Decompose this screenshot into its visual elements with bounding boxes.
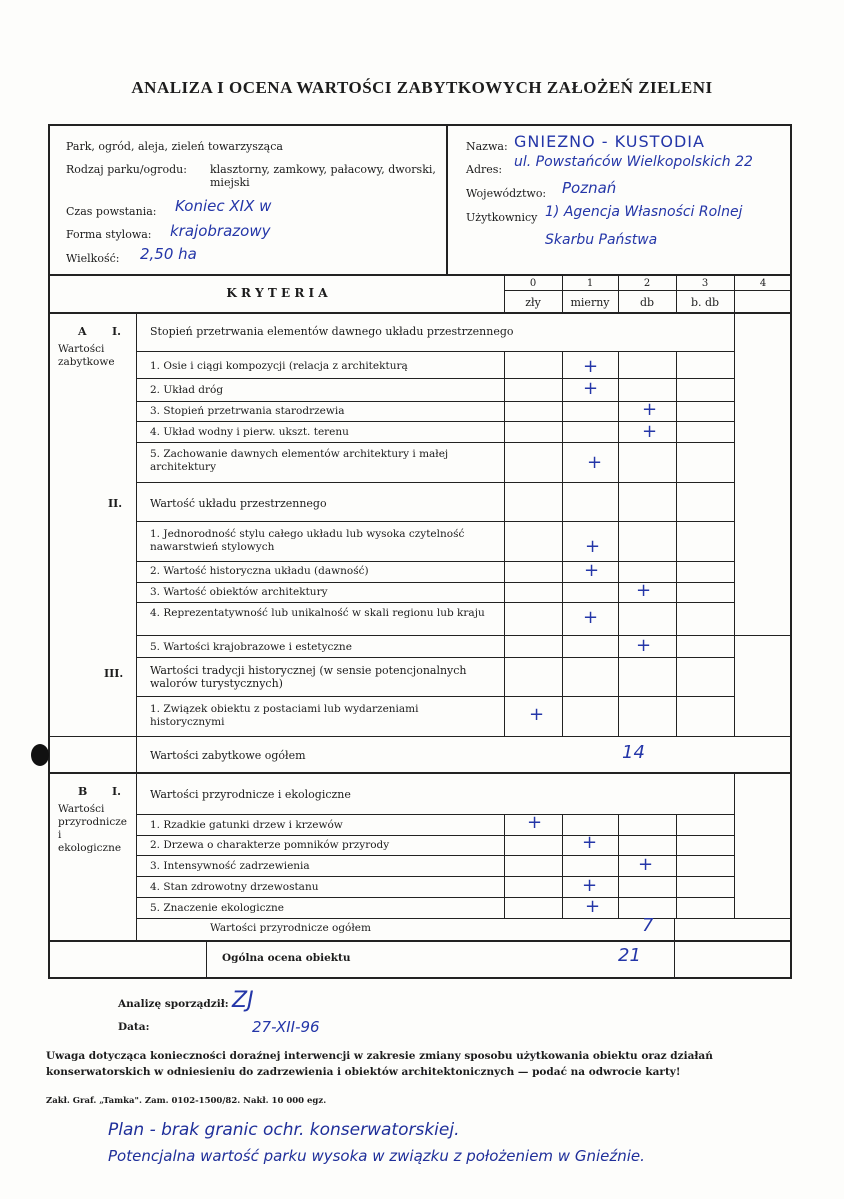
a-row-line [136, 561, 734, 562]
date-value: 27-XII-96 [252, 1018, 320, 1036]
mark-b-2: + [582, 832, 598, 853]
date-label: Data: [118, 1021, 150, 1033]
a-g2-item-4: 4. Reprezentatywność lub unikalność w skali regionu lub kraju [150, 607, 485, 619]
grid-col-b-3 [676, 814, 677, 918]
voivodeship-label: Województwo: [466, 187, 547, 200]
header-divider [446, 124, 448, 274]
a-g1-item-1: 1. Osie i ciągi kompozycji (relacja z architekturą [150, 360, 408, 372]
mark-a-g2-3: + [636, 580, 652, 601]
a-g1-item-3: 3. Stopień przetrwania starodrzewia [150, 405, 345, 417]
score-2: 2 [643, 278, 651, 289]
section-b-letter: B [78, 785, 88, 798]
printer-info: Zakł. Graf. „Tamka". Zam. 0102-1500/82. Nakł. 10 000 egz. [46, 1096, 327, 1106]
users-label: Użytkownicy [466, 211, 538, 224]
mark-a-g2-5: + [636, 635, 652, 656]
users-value-1: 1) Agencja Własności Rolnej [545, 204, 743, 220]
mark-b-4: + [582, 875, 598, 896]
b-row-line [136, 876, 734, 877]
handwritten-note-1: Plan - brak granic ochr. konserwatorskiej. [108, 1120, 460, 1140]
mark-a-g2-4: + [583, 607, 599, 628]
grid-col-a-3 [676, 351, 677, 736]
created-value: Koniec XIX w [175, 197, 272, 215]
voivodeship-value: Poznań [562, 179, 617, 197]
a-row-line [136, 482, 734, 483]
mark-b-3: + [638, 854, 654, 875]
score-name-1: mierny [570, 296, 610, 309]
b-total-value: 7 [642, 915, 654, 936]
b-row-line [136, 835, 734, 836]
b-g1-title: Wartości przyrodnicze i ekologiczne [150, 788, 351, 801]
name-label: Nazwa: [466, 140, 508, 153]
section-a-letter: A [78, 325, 87, 338]
created-label: Czas powstania: [66, 205, 157, 218]
mark-a-g1-4: + [642, 421, 658, 442]
mark-b-1: + [527, 812, 543, 833]
a-g1-title: Stopień przetrwania elementów dawnego układu przestrzennego [150, 325, 514, 338]
grid-col-a-0 [504, 351, 505, 736]
criteria-bottom-line [48, 312, 792, 314]
kind-options: klasztorny, zamkowy, pałacowy, dworski, miejski [210, 163, 436, 189]
grid-col-b-2 [618, 814, 619, 918]
section-a-roman-3: III. [104, 667, 124, 680]
b-row-line [136, 814, 734, 815]
mark-a-g1-1: + [583, 356, 599, 377]
mark-a-g2-2: + [584, 560, 600, 581]
users-value-2: Skarbu Państwa [545, 232, 658, 248]
address-value: ul. Powstańców Wielkopolskich 22 [514, 154, 753, 170]
a-g3-item-1: 1. Związek obiektu z postaciami lub wydarzeniami historycznymi [150, 703, 419, 728]
a-g1-item-2: 2. Układ dróg [150, 384, 224, 396]
overall-value: 21 [618, 945, 641, 966]
park-type-label: Park, ogród, aleja, zieleń towarzysząca [66, 140, 283, 153]
style-value: krajobrazowy [170, 222, 271, 240]
a-g1-title-line [136, 351, 734, 352]
b-total-divider [674, 918, 675, 979]
a-row-line [136, 378, 734, 379]
grid-col-b-1 [562, 814, 563, 918]
b-item-2: 2. Drzewa o charakterze pomników przyrody [150, 839, 390, 851]
mark-a-g1-5: + [587, 452, 603, 473]
section-a-roman: I. [112, 325, 121, 338]
score-0: 0 [529, 278, 537, 289]
mark-a-g3-1: + [529, 704, 545, 725]
punch-hole [31, 744, 49, 766]
handwritten-note-2: Potencjalna wartość parku wysoka w związku z położeniem w Gnieźnie. [108, 1147, 645, 1165]
score-4: 4 [759, 278, 767, 289]
score-3: 3 [701, 278, 709, 289]
grid-col-b-4 [734, 772, 735, 918]
a-g1-item-5: 5. Zachowanie dawnych elementów architektury i małej architektury [150, 448, 449, 473]
name-value: GNIEZNO - KUSTODIA [514, 132, 705, 151]
grid-col-a-1 [562, 351, 563, 736]
b-total-label: Wartości przyrodnicze ogółem [210, 922, 371, 934]
score-1: 1 [586, 278, 594, 289]
mark-a-g1-2: + [583, 378, 599, 399]
a-g3-title: Wartości tradycji historycznej (w sensie potencjonalnych walorów turystycznych) [150, 664, 467, 690]
a-total-label: Wartości zabytkowe ogółem [150, 749, 306, 762]
a-row-line [136, 696, 734, 697]
b-item-4: 4. Stan zdrowotny drzewostanu [150, 881, 319, 893]
header-bottom-line [48, 274, 792, 276]
overall-label: Ogólna ocena obiektu [222, 952, 351, 964]
signature: ZJ [232, 988, 254, 1013]
b-row-line [136, 897, 734, 898]
a-g1-item-4: 4. Układ wodny i pierw. ukszt. terenu [150, 426, 349, 438]
mark-a-g2-1: + [585, 536, 601, 557]
score-name-0: zły [525, 296, 541, 309]
mark-a-g1-3: + [642, 399, 658, 420]
kind-label: Rodzaj parku/ogrodu: [66, 163, 187, 176]
section-b-roman: I. [112, 785, 121, 798]
a-row-line [136, 602, 734, 603]
score-name-2: db [639, 296, 655, 309]
section-a-bottom-line [48, 772, 792, 774]
a-row-line [136, 657, 734, 658]
overall-left-divider [206, 940, 207, 979]
grid-col-a-2 [618, 351, 619, 736]
a-g2-item-3: 3. Wartość obiektów architektury [150, 586, 328, 598]
grid-col-b-0 [504, 814, 505, 918]
a-row-line [136, 521, 734, 522]
size-label: Wielkość: [66, 252, 120, 265]
category-divider [136, 312, 137, 940]
mark-b-5: + [585, 896, 601, 917]
a-g2-item-1: 1. Jednorodność stylu całego układu lub wysoka czytelność nawarstwień stylowych [150, 528, 465, 553]
a-row-line [136, 442, 734, 443]
a-g2-item-2: 2. Wartość historyczna układu (dawność) [150, 565, 369, 577]
analysis-label: Analizę sporządził: [118, 998, 229, 1010]
score-name-3: b. db [690, 296, 720, 309]
a-total-top-line [48, 736, 792, 737]
b-item-3: 3. Intensywność zadrzewienia [150, 860, 310, 872]
grid-col-a-4 [734, 312, 735, 736]
note-text: Uwaga dotycząca konieczności doraźnej interwencji w zakresie zmiany sposobu użytkowania obiektu oraz działań konserwatorskich w odniesieniu do zadrzewienia i obiektów architektonicznych — podać na odwrocie karty! [46, 1050, 713, 1078]
section-b-name: Wartości przyrodnicze i ekologiczne [58, 803, 128, 854]
criteria-label: K R Y T E R I A [226, 286, 328, 300]
a-total-value: 14 [622, 742, 645, 763]
b-row-line [136, 918, 792, 919]
a-g2-item-5: 5. Wartości krajobrazowe i estetyczne [150, 641, 352, 653]
form-title: ANALIZA I OCENA WARTOŚCI ZABYTKOWYCH ZAŁOŻEŃ ZIELENI [131, 78, 713, 97]
size-value: 2,50 ha [140, 245, 197, 263]
criteria-mid-line [504, 290, 792, 291]
address-label: Adres: [466, 163, 503, 176]
style-label: Forma stylowa: [66, 228, 152, 241]
section-a-name: Wartości zabytkowe [58, 343, 115, 368]
a-row-line [136, 635, 792, 636]
section-b-bottom-line [48, 940, 792, 942]
a-g2-title: Wartość układu przestrzennego [150, 497, 327, 510]
b-item-5: 5. Znaczenie ekologiczne [150, 902, 285, 914]
section-a-roman-2: II. [108, 497, 123, 510]
b-item-1: 1. Rzadkie gatunki drzew i krzewów [150, 819, 343, 831]
